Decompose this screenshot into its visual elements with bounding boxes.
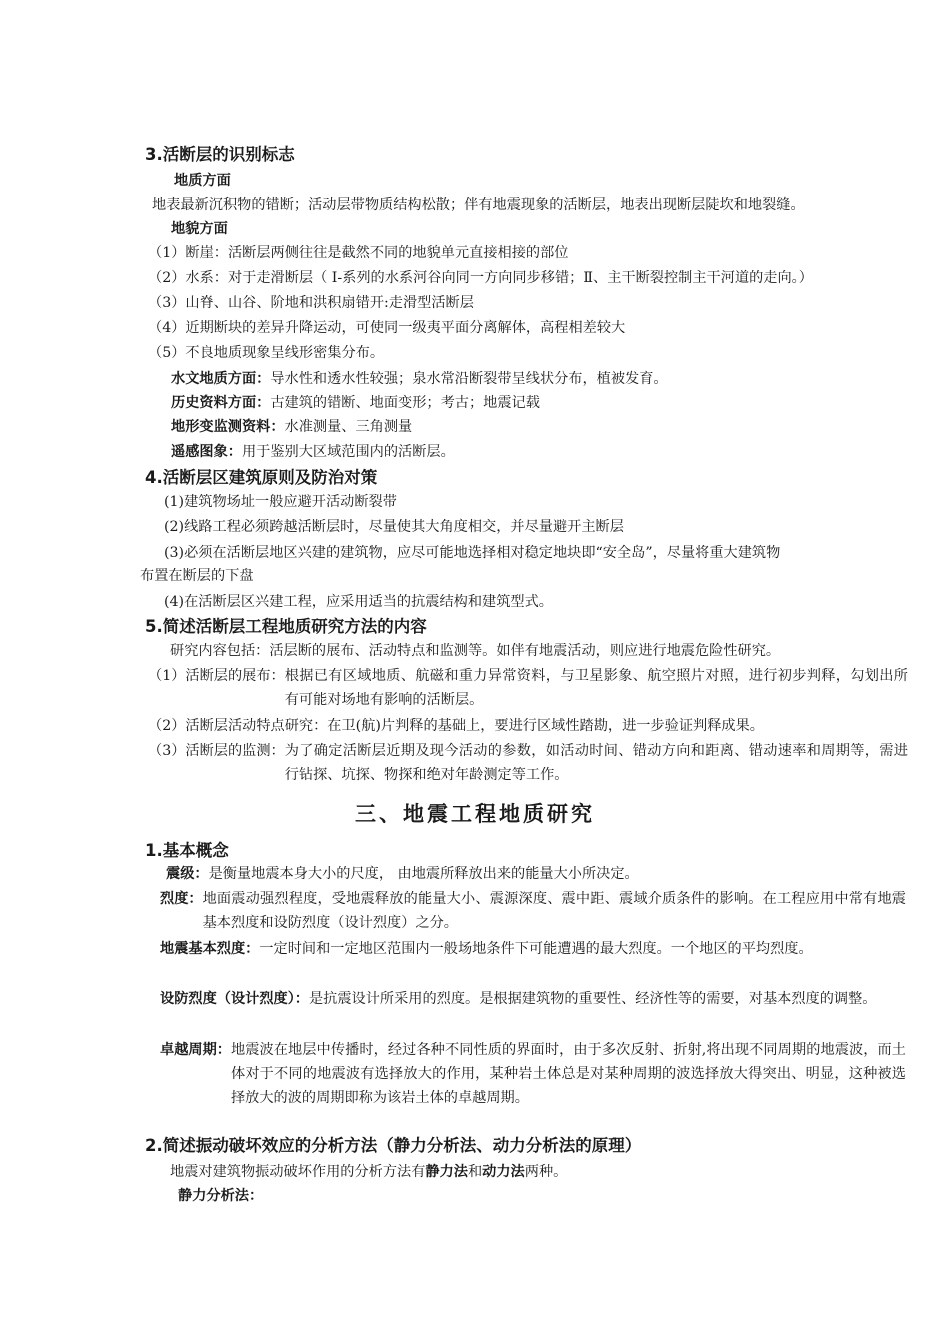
principle-item: (2)线路工程必须跨越活断层时，尽量使其大角度相交，并尽量避开主断层 <box>164 519 624 535</box>
section-5-title: 5.简述活断层工程地质研究方法的内容 <box>145 617 427 636</box>
definition <box>160 937 906 961</box>
research-item <box>148 739 908 787</box>
research-intro: 研究内容包括：活层断的展布、活动特点和监测等。如伴有地震活动，则应进行地震危险性研究。 <box>170 643 781 659</box>
vibration-intro-c: 和 <box>467 1164 483 1180</box>
monitor-text: 水准测量、三角测量 <box>284 419 413 435</box>
monitor-line <box>171 417 412 437</box>
research-item-text: 为了确定活断层近期及现今活动的参数，如活动时间、错动方向和距离、错动速率和周期等，需进行钻探、坑探、物探和绝对年龄测定等工作。 <box>284 743 908 783</box>
geomorph-item: （3）山脊、山谷、阶地和洪积扇错开:走滑型活断层 <box>148 295 474 311</box>
definition-term: 震级： <box>166 866 209 882</box>
definition-text: 地震波在地层中传播时，经过各种不同性质的界面时，由于多次反射、折射,将出现不同周期的地震波，而土体对于不同的地震波有选择放大的作用，某种岩土体总是对某种周期的波选择放大得突出、明显，这种被选择放大的波的周期即称为该岩土体的卓越周期。 <box>230 1042 906 1106</box>
static-analysis-heading: 静力分析法： <box>178 1188 264 1204</box>
definition <box>160 1038 906 1110</box>
geology-subheading: 地质方面 <box>174 173 231 189</box>
section-3-title: 3.活断层的识别标志 <box>145 145 295 164</box>
section-4-title: 4.活断层区建筑原则及防治对策 <box>145 468 378 487</box>
history-line <box>171 393 540 413</box>
definition-term: 卓越周期： <box>160 1042 231 1058</box>
definition <box>166 862 906 886</box>
definition-text: 一定时间和一定地区范围内一般场地条件下可能遭遇的最大烈度。一个地区的平均烈度。 <box>259 941 813 957</box>
research-item-label: （1）活断层的展布： <box>148 668 285 684</box>
dynamic-method-term: 动力法 <box>482 1164 525 1180</box>
geomorphology-subheading: 地貌方面 <box>171 221 228 237</box>
vibration-analysis-title: 2.简述振动破坏效应的分析方法（静力分析法、动力分析法的原理） <box>145 1136 642 1155</box>
definition-term: 烈度： <box>160 891 203 907</box>
principle-item: (1)建筑物场址一般应避开活动断裂带 <box>164 494 397 510</box>
research-item-text: 根据已有区域地质、航磁和重力异常资料，与卫星影象、航空照片对照，进行初步判释，勾划出所有可能对场地有影响的活断层。 <box>284 668 908 708</box>
history-text: 古建筑的错断、地面变形；考古；地震记载 <box>270 395 540 411</box>
definition-text: 是抗震设计所采用的烈度。是根据建筑物的重要性、经济性等的需要，对基本烈度的调整。 <box>308 991 877 1007</box>
chapter-title: 三、地震工程地质研究 <box>355 802 595 826</box>
principle-item-continued: 布置在断层的下盘 <box>140 568 254 584</box>
definition-term: 地震基本烈度： <box>160 941 260 957</box>
history-label: 历史资料方面： <box>171 395 271 411</box>
research-item-label: （2）活断层活动特点研究： <box>148 718 328 734</box>
definition <box>160 887 906 935</box>
definition-text: 是衡量地震本身大小的尺度， 由地震所释放出来的能量大小所决定。 <box>208 866 639 882</box>
geomorph-item: （2）水系：对于走滑断层（ Ⅰ-系列的水系河谷向同一方向同步移错；Ⅱ、主干断裂控制主干河道的走向。） <box>148 270 813 286</box>
research-item <box>148 714 908 738</box>
remote-label: 遥感图象： <box>171 444 242 460</box>
geomorph-item: （5）不良地质现象呈线形密集分布。 <box>148 345 385 361</box>
remote-line <box>171 442 455 462</box>
hydro-label: 水文地质方面： <box>171 371 271 387</box>
principle-item: (3)必须在活断层地区兴建的建筑物，应尽可能地选择相对稳定地块即“安全岛”，尽量将重大建筑物 <box>164 545 781 561</box>
vibration-intro-a: 地震对建筑物振动破坏作用的分析方法有 <box>170 1164 426 1180</box>
geomorph-item: （1）断崖：活断层两侧往往是截然不同的地貌单元直接相接的部位 <box>148 245 569 261</box>
basic-concepts-title: 1.基本概念 <box>145 841 229 860</box>
geomorph-item: （4）近期断块的差异升降运动，可使同一级夷平面分离解体，高程相差较大 <box>148 320 626 336</box>
hydro-text: 导水性和透水性较强；泉水常沿断裂带呈线状分布，植被发育。 <box>270 371 668 387</box>
monitor-label: 地形变监测资料： <box>171 419 285 435</box>
remote-text: 用于鉴别大区域范围内的活断层。 <box>241 444 455 460</box>
definition-term: 设防烈度（设计烈度）： <box>160 991 309 1007</box>
static-method-term: 静力法 <box>425 1164 468 1180</box>
research-item-text: 在卫(航)片判释的基础上，要进行区域性踏勘，进一步验证判释成果。 <box>327 718 764 734</box>
definition-text: 地面震动强烈程度，受地震释放的能量大小、震源深度、震中距、震域介质条件的影响。在工程应用中常有地震基本烈度和设防烈度（设计烈度）之分。 <box>202 891 906 931</box>
principle-item: (4)在活断层区兴建工程，应采用适当的抗震结构和建筑型式。 <box>164 594 553 610</box>
research-item-label: （3）活断层的监测： <box>148 743 285 759</box>
vibration-intro-e: 两种。 <box>524 1164 568 1180</box>
hydro-line <box>171 369 668 389</box>
research-item <box>148 664 908 712</box>
definition <box>160 987 906 1011</box>
vibration-intro <box>170 1162 567 1182</box>
geology-text: 地表最新沉积物的错断；活动层带物质结构松散；伴有地震现象的活断层，地表出现断层陡坎和地裂缝。 <box>152 197 805 213</box>
